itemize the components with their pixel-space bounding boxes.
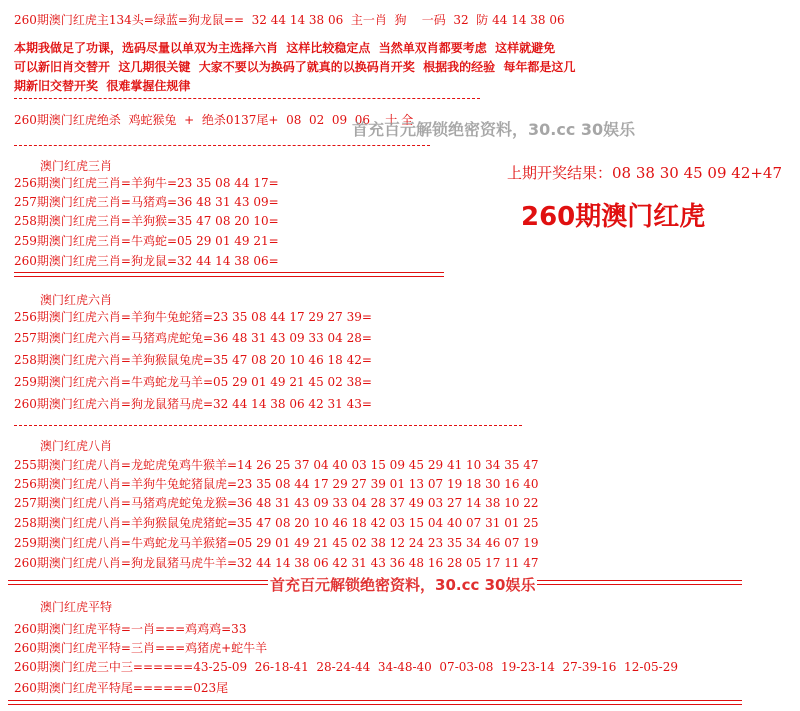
special-row: 260期澳门红虎平特尾======023尾 — [14, 681, 229, 695]
special-row: 260期澳门红虎三中三======43-25-09 26-18-41 28-24-44 34-48-40 07-03-08 19-23-14 27-39-16 12-05-29 — [14, 660, 678, 674]
section-title-eight: 澳门红虎八肖 — [40, 439, 113, 453]
divider — [14, 425, 522, 426]
three-row: 256期澳门红虎三肖=羊狗牛=23 35 08 44 17= — [14, 176, 279, 190]
eight-row: 260期澳门红虎八肖=狗龙鼠猪马虎牛羊=32 44 14 38 06 42 31 43 36 48 16 28 05 17 11 47 — [14, 556, 539, 570]
divider — [14, 98, 480, 99]
intro-line-1: 本期我做足了功课，选码尽量以单双为主选择六肖 这样比较稳定点 当然单双肖都要考虑 这样就避免 — [14, 41, 556, 55]
section-title-six: 澳门红虎六肖 — [40, 293, 113, 307]
three-row: 260期澳门红虎三肖=狗龙鼠=32 44 14 38 06= — [14, 254, 279, 268]
kill-line: 260期澳门红虎绝杀 鸡蛇猴兔 + 绝杀0137尾+ 08 02 09 06 十 全 — [14, 113, 414, 127]
watermark-bottom: 首充百元解锁绝密资料，30.cc 30娱乐 — [270, 576, 536, 594]
three-row: 257期澳门红虎三肖=马猪鸡=36 48 31 43 09= — [14, 195, 279, 209]
intro-line-2: 可以新旧肖交替开 这几期很关键 大家不要以为换码了就真的以换码肖开奖 根据我的经验 每年都是这几 — [14, 60, 576, 74]
watermark-top: 首充百元解锁绝密资料，30.cc 30娱乐 — [352, 120, 636, 139]
intro-line-3: 期新旧交替开奖 很难掌握住规律 — [14, 79, 191, 93]
eight-row: 258期澳门红虎八肖=羊狗猴鼠兔虎猪蛇=35 47 08 20 10 46 18 42 03 15 04 40 07 31 01 25 — [14, 516, 539, 530]
six-row: 258期澳门红虎六肖=羊狗猴鼠兔虎=35 47 08 20 10 46 18 42= — [14, 353, 372, 367]
divider — [14, 145, 430, 146]
last-result-label: 上期开奖结果：08 38 30 45 09 42+47 — [507, 164, 783, 182]
section-title-special: 澳门红虎平特 — [40, 600, 113, 614]
eight-row: 256期澳门红虎八肖=羊狗牛兔蛇猪鼠虎=23 35 08 44 17 29 27 39 01 13 07 19 18 30 16 40 — [14, 477, 539, 491]
special-row: 260期澳门红虎平特=三肖===鸡猪虎+蛇牛羊 — [14, 641, 268, 655]
six-row: 259期澳门红虎六肖=牛鸡蛇龙马羊=05 29 01 49 21 45 02 38= — [14, 375, 372, 389]
special-row: 260期澳门红虎平特=一肖===鸡鸡鸡=33 — [14, 622, 247, 636]
header-summary-line: 260期澳门红虎主134头=绿蓝=狗龙鼠== 32 44 14 38 06 主一肖 狗 一码 32 防 44 14 38 06 — [14, 13, 565, 27]
eight-row: 255期澳门红虎八肖=龙蛇虎兔鸡牛猴羊=14 26 25 37 04 40 03 15 09 45 29 41 10 34 35 47 — [14, 458, 539, 472]
section-title-three: 澳门红虎三肖 — [40, 159, 113, 173]
three-row: 258期澳门红虎三肖=羊狗猴=35 47 08 20 10= — [14, 214, 279, 228]
six-row: 260期澳门红虎六肖=狗龙鼠猪马虎=32 44 14 38 06 42 31 43= — [14, 397, 372, 411]
eight-row: 257期澳门红虎八肖=马猪鸡虎蛇兔龙猴=36 48 31 43 09 33 04 28 37 49 03 27 14 38 10 22 — [14, 496, 539, 510]
six-row: 257期澳门红虎六肖=马猪鸡虎蛇兔=36 48 31 43 09 33 04 28= — [14, 331, 372, 345]
divider — [8, 700, 742, 705]
eight-row: 259期澳门红虎八肖=牛鸡蛇龙马羊猴猪=05 29 01 49 21 45 02 38 12 24 23 35 34 46 07 19 — [14, 536, 539, 550]
big-title: 260期澳门红虎 — [521, 202, 706, 232]
six-row: 256期澳门红虎六肖=羊狗牛兔蛇猪=23 35 08 44 17 29 27 39= — [14, 310, 372, 324]
divider — [14, 272, 444, 277]
three-row: 259期澳门红虎三肖=牛鸡蛇=05 29 01 49 21= — [14, 234, 279, 248]
